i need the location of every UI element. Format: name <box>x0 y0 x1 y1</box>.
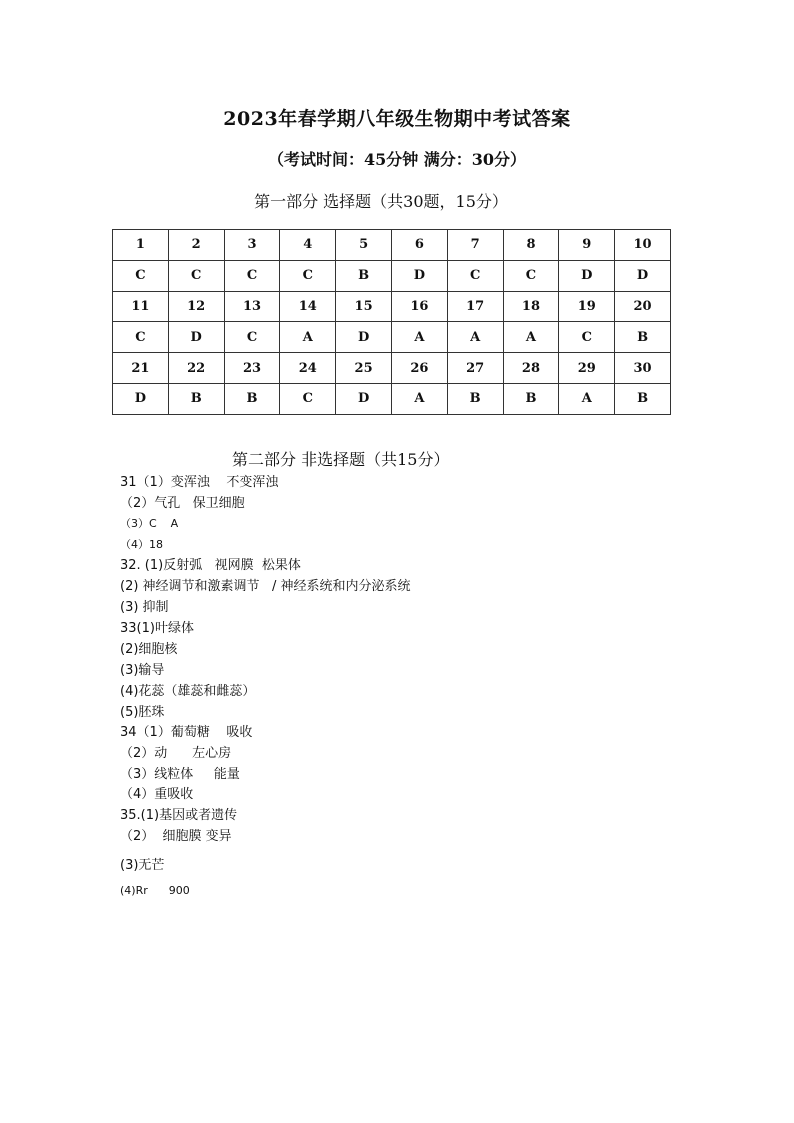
answer-line: (5)胚珠 <box>120 705 165 720</box>
answer-cell: C <box>503 260 559 291</box>
answer-cell: C <box>168 260 224 291</box>
answer-cell: C <box>113 260 169 291</box>
answer-row <box>113 260 671 291</box>
question-number-cell: 7 <box>447 230 503 261</box>
question-number-cell: 13 <box>224 291 280 322</box>
answer-cell: C <box>224 322 280 353</box>
answer-cell: C <box>280 383 336 414</box>
question-number-cell: 22 <box>168 353 224 384</box>
answer-cell: A <box>503 322 559 353</box>
question-number-row <box>113 291 671 322</box>
question-number-cell: 30 <box>615 353 671 384</box>
question-number-cell: 10 <box>615 230 671 261</box>
answer-line: 32. (1)反射弧 视网膜 松果体 <box>120 558 301 573</box>
answer-line: （4）18 <box>120 538 163 551</box>
question-number-cell: 23 <box>224 353 280 384</box>
answer-cell: D <box>559 260 615 291</box>
question-number-cell: 9 <box>559 230 615 261</box>
question-number-cell: 18 <box>503 291 559 322</box>
question-number-cell: 1 <box>113 230 169 261</box>
question-number-cell: 29 <box>559 353 615 384</box>
answer-cell: D <box>113 383 169 414</box>
answer-cell: B <box>503 383 559 414</box>
answer-cell: B <box>615 383 671 414</box>
question-number-cell: 3 <box>224 230 280 261</box>
answer-cell: D <box>615 260 671 291</box>
question-number-cell: 2 <box>168 230 224 261</box>
answer-line: (3)无芒 <box>120 858 165 873</box>
question-number-cell: 20 <box>615 291 671 322</box>
answer-line: (2)细胞核 <box>120 642 178 657</box>
answer-line: (4)Rr 900 <box>120 884 190 897</box>
answer-row <box>113 322 671 353</box>
question-number-cell: 25 <box>336 353 392 384</box>
answer-cell: A <box>280 322 336 353</box>
answer-table <box>112 229 671 415</box>
exam-info: （考试时间：45分钟 满分：30分） <box>267 150 527 169</box>
answer-cell: A <box>559 383 615 414</box>
answer-line: （2）动 左心房 <box>120 746 232 761</box>
answer-line: (4)花蕊（雄蕊和雌蕊） <box>120 684 256 699</box>
question-number-cell: 26 <box>391 353 447 384</box>
question-number-cell: 4 <box>280 230 336 261</box>
answer-line: （2）气孔 保卫细胞 <box>120 496 245 511</box>
answer-cell: D <box>391 260 447 291</box>
question-number-cell: 11 <box>113 291 169 322</box>
question-number-cell: 28 <box>503 353 559 384</box>
answer-cell: B <box>224 383 280 414</box>
answer-line: （3）C A <box>120 517 179 530</box>
question-number-cell: 17 <box>447 291 503 322</box>
question-number-cell: 14 <box>280 291 336 322</box>
answer-line: 34（1）葡萄糖 吸收 <box>120 725 253 740</box>
document-title: 2023年春学期八年级生物期中考试答案 <box>223 108 571 130</box>
question-number-cell: 15 <box>336 291 392 322</box>
question-number-cell: 8 <box>503 230 559 261</box>
answer-line: （3）线粒体 能量 <box>120 767 240 782</box>
part2-heading: 第二部分 非选择题（共15分） <box>232 450 450 469</box>
answer-cell: C <box>113 322 169 353</box>
answer-cell: B <box>615 322 671 353</box>
question-number-cell: 12 <box>168 291 224 322</box>
answer-cell: D <box>336 322 392 353</box>
question-number-cell: 16 <box>391 291 447 322</box>
answer-line: 33(1)叶绿体 <box>120 621 194 636</box>
answer-cell: C <box>224 260 280 291</box>
question-number-cell: 19 <box>559 291 615 322</box>
question-number-cell: 24 <box>280 353 336 384</box>
answer-cell: A <box>447 322 503 353</box>
answer-cell: D <box>168 322 224 353</box>
question-number-row <box>113 353 671 384</box>
question-number-cell: 6 <box>391 230 447 261</box>
answer-line: 35.(1)基因或者遗传 <box>120 808 238 823</box>
answer-line: (3) 抑制 <box>120 600 169 615</box>
answer-row <box>113 383 671 414</box>
answer-line: (3)输导 <box>120 663 165 678</box>
answer-cell: B <box>336 260 392 291</box>
question-number-cell: 21 <box>113 353 169 384</box>
answer-line: （4）重吸收 <box>120 787 194 802</box>
question-number-row <box>113 230 671 261</box>
answer-cell: C <box>447 260 503 291</box>
answer-line: 31（1）变浑浊 不变浑浊 <box>120 475 279 490</box>
answer-cell: C <box>559 322 615 353</box>
answer-cell: B <box>447 383 503 414</box>
question-number-cell: 27 <box>447 353 503 384</box>
answer-cell: C <box>280 260 336 291</box>
answer-cell: A <box>391 383 447 414</box>
part1-heading: 第一部分 选择题（共30题，15分） <box>254 192 508 211</box>
answer-cell: A <box>391 322 447 353</box>
answer-cell: B <box>168 383 224 414</box>
answer-line: (2) 神经调节和激素调节 / 神经系统和内分泌系统 <box>120 579 411 594</box>
answer-line: （2） 细胞膜 变异 <box>120 829 232 844</box>
question-number-cell: 5 <box>336 230 392 261</box>
answer-cell: D <box>336 383 392 414</box>
